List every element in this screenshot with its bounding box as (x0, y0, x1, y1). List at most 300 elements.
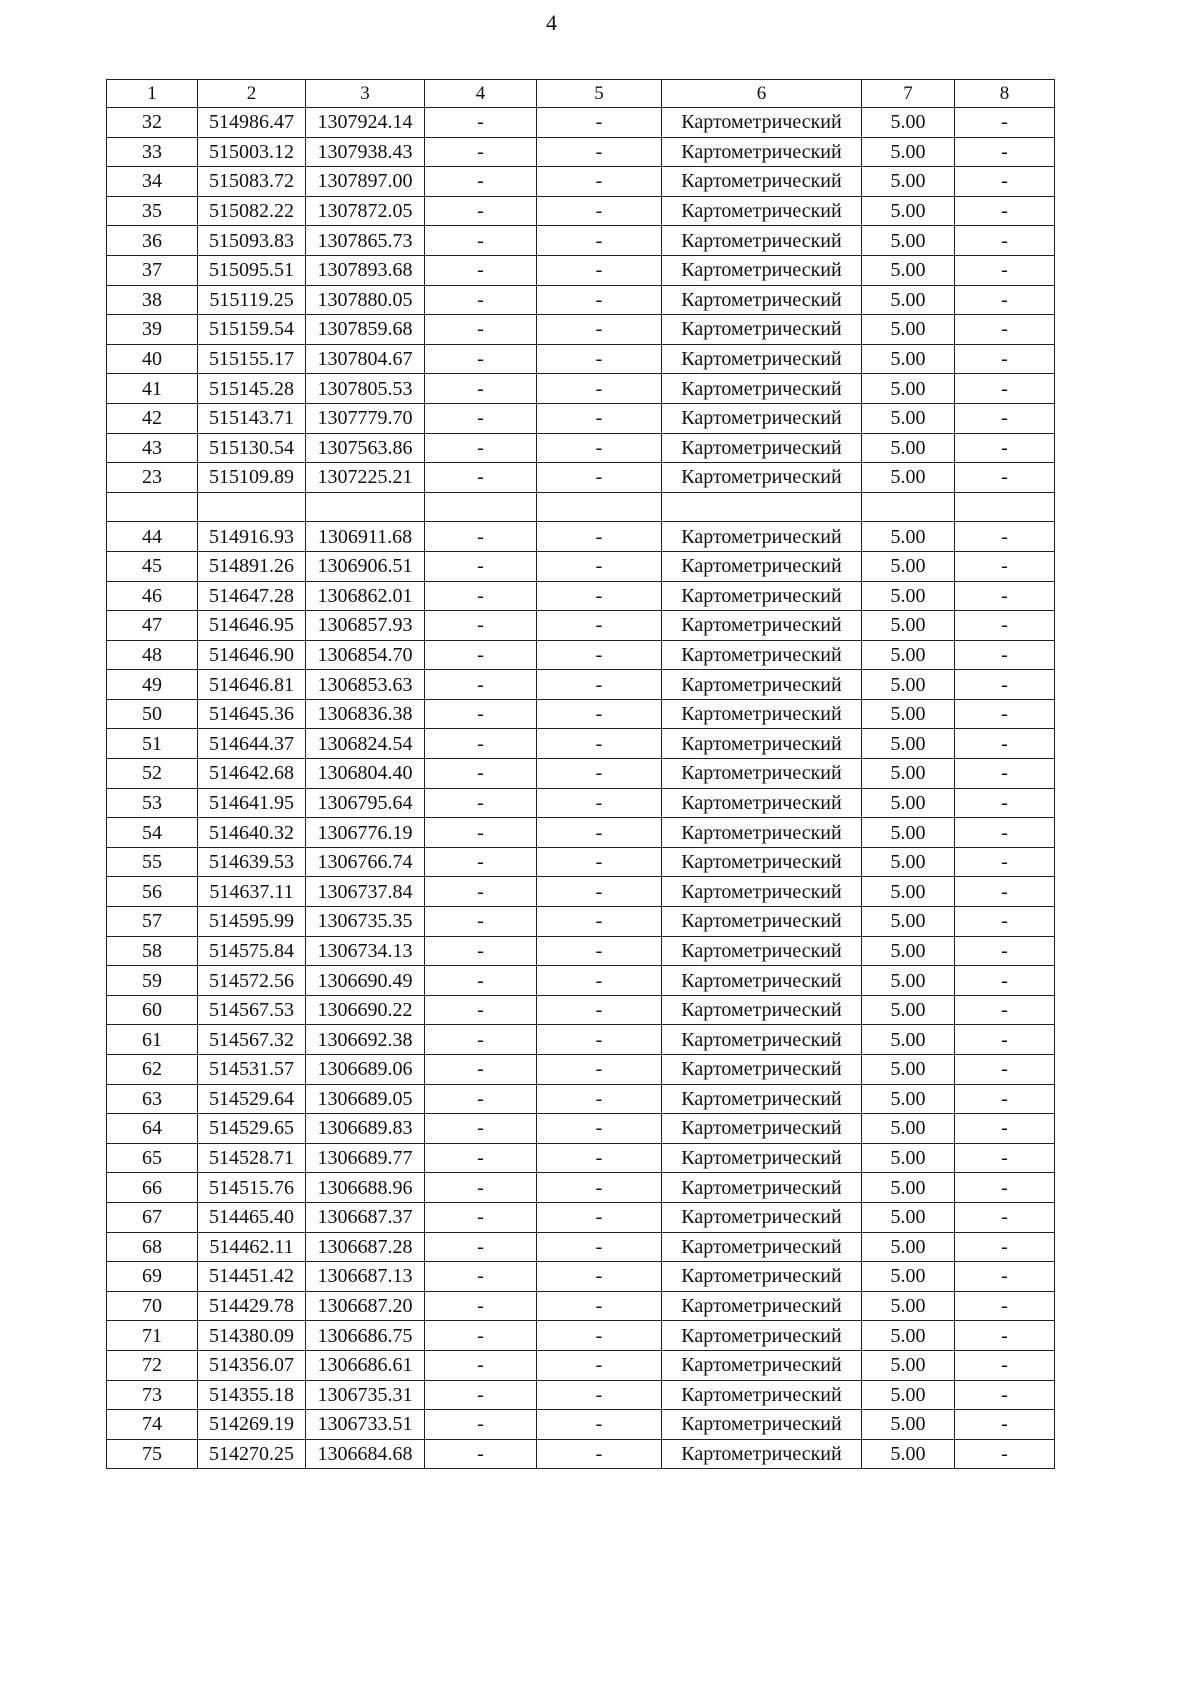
method-cell: Картометрический (662, 1321, 862, 1351)
column-8-cell: - (955, 196, 1055, 226)
x-coordinate-cell: 514270.25 (198, 1439, 306, 1469)
table-row (107, 1439, 1055, 1469)
column-4-cell: - (425, 670, 537, 700)
column-8-cell: - (955, 374, 1055, 404)
accuracy-cell: 5.00 (862, 433, 955, 463)
table-row (107, 729, 1055, 759)
column-8-cell: - (955, 226, 1055, 256)
accuracy-cell: 5.00 (862, 670, 955, 700)
point-number-cell: 75 (107, 1439, 198, 1469)
table-row (107, 108, 1055, 138)
accuracy-cell: 5.00 (862, 729, 955, 759)
column-5-cell: - (537, 1439, 662, 1469)
method-cell: Картометрический (662, 463, 862, 493)
column-5-cell (537, 492, 662, 522)
point-number-cell: 53 (107, 788, 198, 818)
table-row (107, 1114, 1055, 1144)
column-8-cell: - (955, 729, 1055, 759)
column-4-cell: - (425, 463, 537, 493)
column-4-cell: - (425, 995, 537, 1025)
column-5-cell: - (537, 1350, 662, 1380)
accuracy-cell: 5.00 (862, 226, 955, 256)
point-number-cell: 66 (107, 1173, 198, 1203)
column-4-cell: - (425, 344, 537, 374)
column-header: 2 (198, 80, 306, 108)
point-number-cell: 40 (107, 344, 198, 374)
point-number-cell: 41 (107, 374, 198, 404)
table-row (107, 1262, 1055, 1292)
table-row (107, 1055, 1055, 1085)
y-coordinate-cell: 1306689.06 (306, 1055, 425, 1085)
point-number-cell: 64 (107, 1114, 198, 1144)
point-number-cell: 49 (107, 670, 198, 700)
column-8-cell: - (955, 522, 1055, 552)
x-coordinate-cell: 515083.72 (198, 167, 306, 197)
column-4-cell: - (425, 1173, 537, 1203)
column-8-cell: - (955, 640, 1055, 670)
point-number-cell (107, 492, 198, 522)
column-4-cell: - (425, 137, 537, 167)
column-5-cell: - (537, 936, 662, 966)
column-4-cell: - (425, 729, 537, 759)
table-row (107, 433, 1055, 463)
method-cell: Картометрический (662, 788, 862, 818)
column-8-cell: - (955, 1173, 1055, 1203)
column-8-cell: - (955, 1055, 1055, 1085)
column-5-cell: - (537, 1232, 662, 1262)
accuracy-cell: 5.00 (862, 463, 955, 493)
column-4-cell: - (425, 551, 537, 581)
point-number-cell: 47 (107, 611, 198, 641)
method-cell: Картометрический (662, 1262, 862, 1292)
accuracy-cell: 5.00 (862, 255, 955, 285)
column-8-cell: - (955, 581, 1055, 611)
column-8-cell: - (955, 1114, 1055, 1144)
y-coordinate-cell: 1306687.20 (306, 1291, 425, 1321)
accuracy-cell: 5.00 (862, 759, 955, 789)
column-4-cell: - (425, 1025, 537, 1055)
accuracy-cell: 5.00 (862, 1084, 955, 1114)
column-8-cell: - (955, 1321, 1055, 1351)
table-row (107, 1291, 1055, 1321)
accuracy-cell: 5.00 (862, 1143, 955, 1173)
y-coordinate-cell: 1307805.53 (306, 374, 425, 404)
x-coordinate-cell: 514269.19 (198, 1410, 306, 1440)
method-cell: Картометрический (662, 1291, 862, 1321)
point-number-cell: 60 (107, 995, 198, 1025)
method-cell: Картометрический (662, 285, 862, 315)
x-coordinate-cell: 515143.71 (198, 403, 306, 433)
point-number-cell: 67 (107, 1202, 198, 1232)
y-coordinate-cell: 1306836.38 (306, 699, 425, 729)
column-8-cell: - (955, 1410, 1055, 1440)
table-row (107, 551, 1055, 581)
column-8-cell: - (955, 818, 1055, 848)
accuracy-cell: 5.00 (862, 403, 955, 433)
method-cell: Картометрический (662, 1202, 862, 1232)
method-cell: Картометрический (662, 699, 862, 729)
y-coordinate-cell: 1306686.61 (306, 1350, 425, 1380)
y-coordinate-cell: 1306795.64 (306, 788, 425, 818)
table-row (107, 315, 1055, 345)
x-coordinate-cell: 514465.40 (198, 1202, 306, 1232)
y-coordinate-cell: 1307897.00 (306, 167, 425, 197)
y-coordinate-cell: 1306735.35 (306, 907, 425, 937)
x-coordinate-cell: 514462.11 (198, 1232, 306, 1262)
column-4-cell: - (425, 1291, 537, 1321)
point-number-cell: 50 (107, 699, 198, 729)
table-row (107, 818, 1055, 848)
method-cell: Картометрический (662, 1380, 862, 1410)
column-5-cell: - (537, 759, 662, 789)
table-row (107, 344, 1055, 374)
column-4-cell: - (425, 315, 537, 345)
column-5-cell: - (537, 1202, 662, 1232)
column-8-cell: - (955, 463, 1055, 493)
table-row (107, 847, 1055, 877)
column-4-cell: - (425, 818, 537, 848)
column-5-cell: - (537, 995, 662, 1025)
point-number-cell: 44 (107, 522, 198, 552)
method-cell: Картометрический (662, 611, 862, 641)
method-cell: Картометрический (662, 1350, 862, 1380)
accuracy-cell: 5.00 (862, 1232, 955, 1262)
method-cell: Картометрический (662, 1232, 862, 1262)
column-5-cell: - (537, 788, 662, 818)
column-5-cell: - (537, 315, 662, 345)
x-coordinate-cell: 514595.99 (198, 907, 306, 937)
point-number-cell: 43 (107, 433, 198, 463)
y-coordinate-cell: 1306911.68 (306, 522, 425, 552)
accuracy-cell: 5.00 (862, 936, 955, 966)
column-4-cell: - (425, 226, 537, 256)
column-4-cell: - (425, 966, 537, 996)
column-header: 5 (537, 80, 662, 108)
column-4-cell: - (425, 108, 537, 138)
table-row (107, 640, 1055, 670)
column-5-cell: - (537, 374, 662, 404)
table-row (107, 492, 1055, 522)
column-5-cell: - (537, 551, 662, 581)
column-4-cell: - (425, 877, 537, 907)
column-5-cell: - (537, 581, 662, 611)
y-coordinate-cell: 1306906.51 (306, 551, 425, 581)
column-4-cell: - (425, 847, 537, 877)
table-row (107, 403, 1055, 433)
column-5-cell: - (537, 108, 662, 138)
method-cell (662, 492, 862, 522)
y-coordinate-cell: 1306733.51 (306, 1410, 425, 1440)
column-5-cell: - (537, 255, 662, 285)
table-row (107, 581, 1055, 611)
column-8-cell: - (955, 877, 1055, 907)
column-5-cell: - (537, 1380, 662, 1410)
column-8-cell: - (955, 167, 1055, 197)
column-header: 8 (955, 80, 1055, 108)
x-coordinate-cell: 515159.54 (198, 315, 306, 345)
x-coordinate-cell: 514529.65 (198, 1114, 306, 1144)
x-coordinate-cell: 514891.26 (198, 551, 306, 581)
method-cell: Картометрический (662, 907, 862, 937)
column-8-cell: - (955, 670, 1055, 700)
column-5-cell: - (537, 611, 662, 641)
table-row (107, 1143, 1055, 1173)
y-coordinate-cell: 1307880.05 (306, 285, 425, 315)
accuracy-cell (862, 492, 955, 522)
x-coordinate-cell: 514529.64 (198, 1084, 306, 1114)
column-8-cell: - (955, 285, 1055, 315)
column-4-cell: - (425, 374, 537, 404)
column-8-cell: - (955, 966, 1055, 996)
table-row (107, 1173, 1055, 1203)
x-coordinate-cell: 514641.95 (198, 788, 306, 818)
column-8-cell: - (955, 433, 1055, 463)
column-4-cell: - (425, 611, 537, 641)
method-cell: Картометрический (662, 1439, 862, 1469)
x-coordinate-cell: 515119.25 (198, 285, 306, 315)
accuracy-cell: 5.00 (862, 285, 955, 315)
column-8-cell: - (955, 1025, 1055, 1055)
table-row (107, 936, 1055, 966)
column-5-cell: - (537, 403, 662, 433)
x-coordinate-cell: 514986.47 (198, 108, 306, 138)
column-5-cell: - (537, 729, 662, 759)
table-row (107, 1350, 1055, 1380)
point-number-cell: 65 (107, 1143, 198, 1173)
accuracy-cell: 5.00 (862, 1410, 955, 1440)
x-coordinate-cell: 514515.76 (198, 1173, 306, 1203)
point-number-cell: 34 (107, 167, 198, 197)
x-coordinate-cell: 514567.32 (198, 1025, 306, 1055)
column-4-cell: - (425, 403, 537, 433)
point-number-cell: 63 (107, 1084, 198, 1114)
y-coordinate-cell: 1306687.37 (306, 1202, 425, 1232)
table-row (107, 995, 1055, 1025)
table-row (107, 1202, 1055, 1232)
method-cell: Картометрический (662, 403, 862, 433)
column-4-cell: - (425, 1143, 537, 1173)
column-8-cell: - (955, 788, 1055, 818)
column-8-cell: - (955, 108, 1055, 138)
y-coordinate-cell: 1306687.28 (306, 1232, 425, 1262)
y-coordinate-cell: 1306734.13 (306, 936, 425, 966)
column-5-cell: - (537, 699, 662, 729)
point-number-cell: 69 (107, 1262, 198, 1292)
x-coordinate-cell: 514639.53 (198, 847, 306, 877)
table-row (107, 1025, 1055, 1055)
table-row (107, 1232, 1055, 1262)
method-cell: Картометрический (662, 729, 862, 759)
x-coordinate-cell: 514451.42 (198, 1262, 306, 1292)
method-cell: Картометрический (662, 1410, 862, 1440)
column-4-cell: - (425, 1350, 537, 1380)
x-coordinate-cell: 514644.37 (198, 729, 306, 759)
column-5-cell: - (537, 1025, 662, 1055)
column-5-cell: - (537, 670, 662, 700)
table-row (107, 611, 1055, 641)
accuracy-cell: 5.00 (862, 551, 955, 581)
column-5-cell: - (537, 1321, 662, 1351)
accuracy-cell: 5.00 (862, 137, 955, 167)
y-coordinate-cell: 1306853.63 (306, 670, 425, 700)
accuracy-cell: 5.00 (862, 1321, 955, 1351)
column-5-cell: - (537, 167, 662, 197)
y-coordinate-cell: 1306689.83 (306, 1114, 425, 1144)
column-4-cell: - (425, 196, 537, 226)
accuracy-cell: 5.00 (862, 1262, 955, 1292)
table-row (107, 226, 1055, 256)
point-number-cell: 37 (107, 255, 198, 285)
x-coordinate-cell (198, 492, 306, 522)
point-number-cell: 54 (107, 818, 198, 848)
accuracy-cell: 5.00 (862, 966, 955, 996)
method-cell: Картометрический (662, 433, 862, 463)
method-cell: Картометрический (662, 640, 862, 670)
column-5-cell: - (537, 640, 662, 670)
column-header: 4 (425, 80, 537, 108)
table-row (107, 522, 1055, 552)
method-cell: Картометрический (662, 966, 862, 996)
method-cell: Картометрический (662, 759, 862, 789)
column-4-cell: - (425, 522, 537, 552)
column-4-cell: - (425, 433, 537, 463)
column-5-cell: - (537, 1291, 662, 1321)
x-coordinate-cell: 515145.28 (198, 374, 306, 404)
column-5-cell: - (537, 1410, 662, 1440)
method-cell: Картометрический (662, 1055, 862, 1085)
x-coordinate-cell: 515095.51 (198, 255, 306, 285)
table-row (107, 907, 1055, 937)
method-cell: Картометрический (662, 315, 862, 345)
y-coordinate-cell: 1307924.14 (306, 108, 425, 138)
point-number-cell: 38 (107, 285, 198, 315)
column-5-cell: - (537, 285, 662, 315)
column-4-cell: - (425, 1439, 537, 1469)
column-8-cell: - (955, 551, 1055, 581)
column-8-cell: - (955, 611, 1055, 641)
column-5-cell: - (537, 344, 662, 374)
accuracy-cell: 5.00 (862, 877, 955, 907)
point-number-cell: 74 (107, 1410, 198, 1440)
method-cell: Картометрический (662, 995, 862, 1025)
y-coordinate-cell: 1306687.13 (306, 1262, 425, 1292)
column-8-cell: - (955, 936, 1055, 966)
column-5-cell: - (537, 522, 662, 552)
table-row (107, 137, 1055, 167)
point-number-cell: 33 (107, 137, 198, 167)
table-row (107, 1380, 1055, 1410)
method-cell: Картометрический (662, 670, 862, 700)
accuracy-cell: 5.00 (862, 611, 955, 641)
method-cell: Картометрический (662, 108, 862, 138)
accuracy-cell: 5.00 (862, 699, 955, 729)
x-coordinate-cell: 515093.83 (198, 226, 306, 256)
point-number-cell: 36 (107, 226, 198, 256)
method-cell: Картометрический (662, 818, 862, 848)
accuracy-cell: 5.00 (862, 1173, 955, 1203)
column-4-cell: - (425, 1380, 537, 1410)
table-row (107, 877, 1055, 907)
table-row (107, 759, 1055, 789)
column-5-cell: - (537, 137, 662, 167)
y-coordinate-cell: 1307779.70 (306, 403, 425, 433)
accuracy-cell: 5.00 (862, 315, 955, 345)
y-coordinate-cell: 1307859.68 (306, 315, 425, 345)
point-number-cell: 61 (107, 1025, 198, 1055)
point-number-cell: 70 (107, 1291, 198, 1321)
column-5-cell: - (537, 966, 662, 996)
column-8-cell: - (955, 847, 1055, 877)
method-cell: Картометрический (662, 374, 862, 404)
column-4-cell: - (425, 1114, 537, 1144)
y-coordinate-cell: 1307865.73 (306, 226, 425, 256)
x-coordinate-cell: 514572.56 (198, 966, 306, 996)
x-coordinate-cell: 514567.53 (198, 995, 306, 1025)
x-coordinate-cell: 514356.07 (198, 1350, 306, 1380)
column-8-cell: - (955, 1084, 1055, 1114)
column-4-cell: - (425, 167, 537, 197)
x-coordinate-cell: 514646.81 (198, 670, 306, 700)
column-8-cell: - (955, 1232, 1055, 1262)
y-coordinate-cell: 1306854.70 (306, 640, 425, 670)
y-coordinate-cell: 1306684.68 (306, 1439, 425, 1469)
column-4-cell: - (425, 1321, 537, 1351)
table-row (107, 463, 1055, 493)
method-cell: Картометрический (662, 1173, 862, 1203)
method-cell: Картометрический (662, 551, 862, 581)
y-coordinate-cell: 1307893.68 (306, 255, 425, 285)
point-number-cell: 55 (107, 847, 198, 877)
method-cell: Картометрический (662, 255, 862, 285)
accuracy-cell: 5.00 (862, 1291, 955, 1321)
point-number-cell: 48 (107, 640, 198, 670)
x-coordinate-cell: 515109.89 (198, 463, 306, 493)
y-coordinate-cell: 1306804.40 (306, 759, 425, 789)
column-5-cell: - (537, 847, 662, 877)
table-row (107, 670, 1055, 700)
x-coordinate-cell: 514575.84 (198, 936, 306, 966)
table-row (107, 1410, 1055, 1440)
point-number-cell: 39 (107, 315, 198, 345)
column-header: 1 (107, 80, 198, 108)
accuracy-cell: 5.00 (862, 995, 955, 1025)
accuracy-cell: 5.00 (862, 167, 955, 197)
table-row (107, 374, 1055, 404)
column-8-cell: - (955, 403, 1055, 433)
column-5-cell: - (537, 226, 662, 256)
coordinates-table (106, 79, 1055, 1469)
column-4-cell: - (425, 788, 537, 818)
accuracy-cell: 5.00 (862, 1350, 955, 1380)
column-5-cell: - (537, 818, 662, 848)
y-coordinate-cell: 1307563.86 (306, 433, 425, 463)
point-number-cell: 42 (107, 403, 198, 433)
column-4-cell: - (425, 255, 537, 285)
column-5-cell: - (537, 433, 662, 463)
accuracy-cell: 5.00 (862, 581, 955, 611)
column-5-cell: - (537, 877, 662, 907)
y-coordinate-cell: 1306857.93 (306, 611, 425, 641)
y-coordinate-cell: 1307938.43 (306, 137, 425, 167)
accuracy-cell: 5.00 (862, 374, 955, 404)
accuracy-cell: 5.00 (862, 1114, 955, 1144)
y-coordinate-cell: 1306688.96 (306, 1173, 425, 1203)
accuracy-cell: 5.00 (862, 1439, 955, 1469)
y-coordinate-cell: 1306692.38 (306, 1025, 425, 1055)
method-cell: Картометрический (662, 936, 862, 966)
y-coordinate-cell: 1306690.22 (306, 995, 425, 1025)
accuracy-cell: 5.00 (862, 640, 955, 670)
